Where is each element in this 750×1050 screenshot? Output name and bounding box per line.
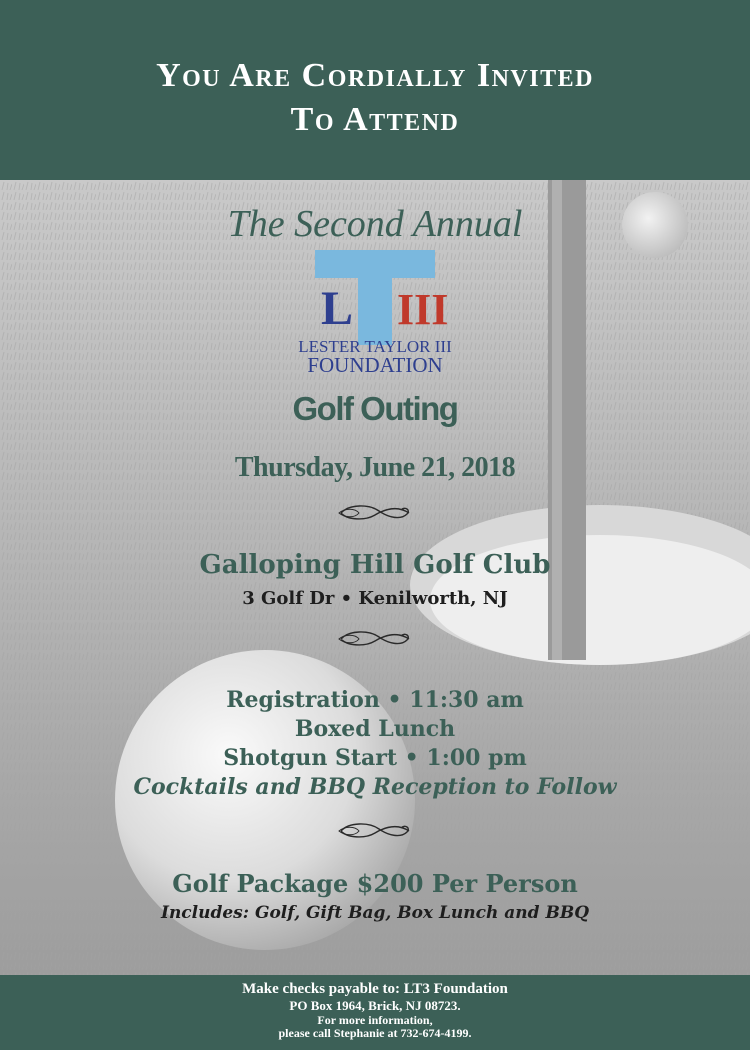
footer-checks: Make checks payable to: LT3 Foundation <box>242 981 508 997</box>
logo-name-line2: FOUNDATION <box>307 353 443 377</box>
flourish-ornament-icon <box>335 502 415 524</box>
annual-heading: The Second Annual <box>227 203 523 245</box>
footer-info: For more information, <box>317 1013 433 1027</box>
schedule-lunch: Boxed Lunch <box>294 716 456 742</box>
package-price: Golf Package $200 Per Person <box>172 869 578 898</box>
flourish-ornament-icon <box>335 628 415 650</box>
invite-line-1: You Are Cordially Invited <box>156 57 594 94</box>
footer-phone: please call Stephanie at 732-674-4199. <box>278 1026 472 1040</box>
venue-name: Galloping Hill Golf Club <box>199 550 551 580</box>
schedule <box>0 686 750 802</box>
schedule-registration: Registration • 11:30 am <box>226 687 524 713</box>
footer-address: PO Box 1964, Brick, NJ 08723. <box>289 998 461 1013</box>
package-includes: Includes: Golf, Gift Bag, Box Lunch and BBQ <box>161 903 589 923</box>
event-date: Thursday, June 21, 2018 <box>234 452 516 483</box>
logo-initial-l: L <box>320 282 353 335</box>
footer-banner <box>0 975 750 1050</box>
schedule-reception: Cocktails and BBQ Reception to Follow <box>133 774 617 800</box>
header-banner <box>0 0 750 180</box>
invite-line-2: To Attend <box>290 101 460 138</box>
venue-address: 3 Golf Dr • Kenilworth, NJ <box>242 588 508 609</box>
event-title: Golf Outing <box>292 390 458 427</box>
logo-initial-iii: III <box>397 285 449 334</box>
logo-name-line1: LESTER TAYLOR III <box>298 337 452 356</box>
foundation-logo <box>255 248 495 378</box>
invitation-content <box>0 180 750 975</box>
flourish-ornament-icon <box>335 820 415 842</box>
schedule-shotgun: Shotgun Start • 1:00 pm <box>223 745 527 771</box>
